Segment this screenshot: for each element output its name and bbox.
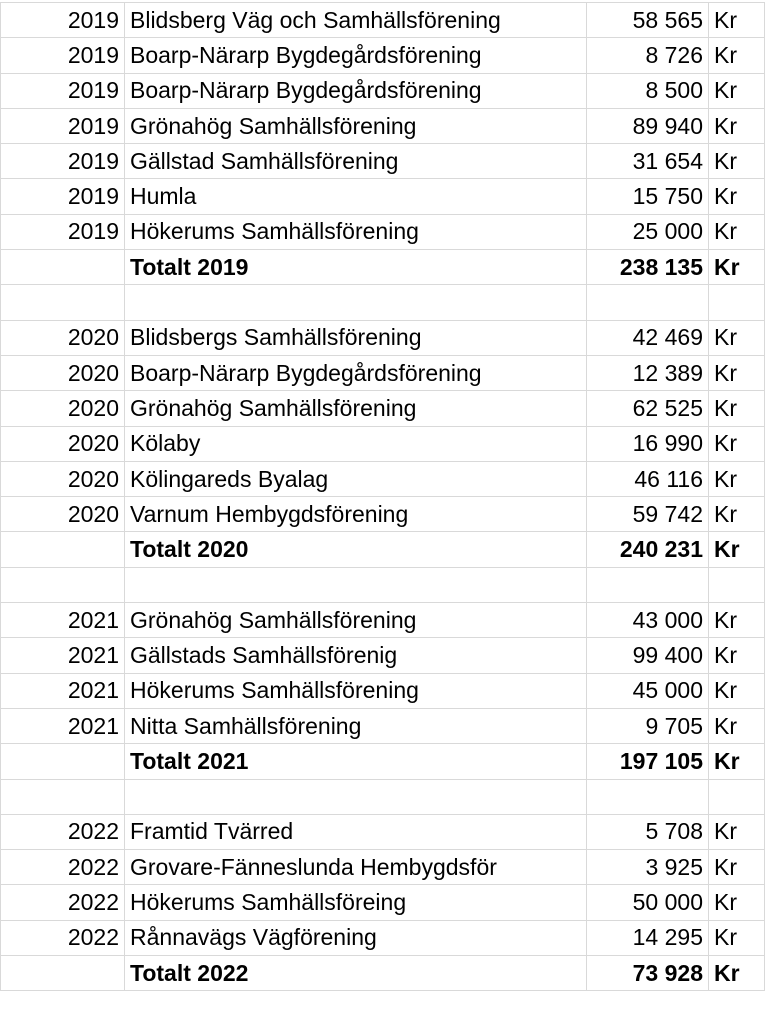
table-row xyxy=(1,391,765,426)
name-cell[interactable]: Blidsberg Väg och Samhällsförening xyxy=(125,3,587,38)
currency-cell[interactable] xyxy=(709,285,765,320)
currency-cell[interactable]: Kr xyxy=(709,214,765,249)
table-row xyxy=(1,638,765,673)
name-cell[interactable]: Grönahög Samhällsförening xyxy=(125,603,587,638)
year-cell[interactable]: 2022 xyxy=(1,885,125,920)
table-row xyxy=(1,426,765,461)
currency-cell[interactable]: Kr xyxy=(709,38,765,73)
name-cell[interactable]: Hökerums Samhällsföreing xyxy=(125,885,587,920)
amount-cell[interactable]: 9 705 xyxy=(587,708,709,743)
name-cell[interactable]: Hökerums Samhällsförening xyxy=(125,673,587,708)
currency-cell[interactable]: Kr xyxy=(709,108,765,143)
year-cell[interactable] xyxy=(1,250,125,285)
total-row xyxy=(1,956,765,991)
blank-row xyxy=(1,285,765,320)
amount-cell[interactable]: 46 116 xyxy=(587,461,709,496)
name-cell[interactable]: Nitta Samhällsförening xyxy=(125,708,587,743)
table-row xyxy=(1,497,765,532)
amount-cell[interactable] xyxy=(587,779,709,814)
amount-cell[interactable] xyxy=(587,285,709,320)
spreadsheet-body xyxy=(1,3,765,991)
year-cell[interactable]: 2019 xyxy=(1,108,125,143)
name-cell[interactable]: Totalt 2021 xyxy=(125,744,587,779)
year-cell[interactable] xyxy=(1,779,125,814)
year-cell[interactable]: 2019 xyxy=(1,214,125,249)
year-cell[interactable] xyxy=(1,567,125,602)
currency-cell[interactable]: Kr xyxy=(709,461,765,496)
currency-cell[interactable]: Kr xyxy=(709,673,765,708)
year-cell[interactable] xyxy=(1,744,125,779)
year-cell[interactable]: 2020 xyxy=(1,461,125,496)
year-cell[interactable]: 2022 xyxy=(1,920,125,955)
currency-cell[interactable]: Kr xyxy=(709,179,765,214)
currency-cell[interactable]: Kr xyxy=(709,708,765,743)
name-cell[interactable]: Grovare-Fänneslunda Hembygdsför xyxy=(125,850,587,885)
total-row xyxy=(1,250,765,285)
name-cell[interactable]: Rånnavägs Vägförening xyxy=(125,920,587,955)
year-cell[interactable]: 2019 xyxy=(1,144,125,179)
currency-cell[interactable]: Kr xyxy=(709,320,765,355)
name-cell[interactable]: Totalt 2022 xyxy=(125,956,587,991)
year-cell[interactable] xyxy=(1,285,125,320)
amount-cell[interactable]: 31 654 xyxy=(587,144,709,179)
amount-cell[interactable]: 8 726 xyxy=(587,38,709,73)
currency-cell[interactable]: Kr xyxy=(709,885,765,920)
year-cell[interactable]: 2019 xyxy=(1,73,125,108)
amount-cell[interactable]: 73 928 xyxy=(587,956,709,991)
table-row xyxy=(1,144,765,179)
amount-cell[interactable] xyxy=(587,567,709,602)
amount-cell[interactable]: 58 565 xyxy=(587,3,709,38)
year-cell[interactable]: 2020 xyxy=(1,320,125,355)
currency-cell[interactable]: Kr xyxy=(709,850,765,885)
year-cell[interactable] xyxy=(1,532,125,567)
table-row xyxy=(1,214,765,249)
name-cell[interactable]: Boarp-Närarp Bygdegårdsförening xyxy=(125,38,587,73)
total-row xyxy=(1,532,765,567)
table-row xyxy=(1,603,765,638)
amount-cell[interactable]: 16 990 xyxy=(587,426,709,461)
table-row xyxy=(1,3,765,38)
name-cell[interactable]: Grönahög Samhällsförening xyxy=(125,391,587,426)
amount-cell[interactable]: 8 500 xyxy=(587,73,709,108)
amount-cell[interactable]: 62 525 xyxy=(587,391,709,426)
name-cell[interactable]: Framtid Tvärred xyxy=(125,814,587,849)
currency-cell[interactable]: Kr xyxy=(709,956,765,991)
amount-cell[interactable]: 240 231 xyxy=(587,532,709,567)
amount-cell[interactable]: 45 000 xyxy=(587,673,709,708)
table-row xyxy=(1,179,765,214)
currency-cell[interactable]: Kr xyxy=(709,497,765,532)
year-cell[interactable]: 2019 xyxy=(1,179,125,214)
year-cell[interactable]: 2021 xyxy=(1,673,125,708)
grants-spreadsheet xyxy=(0,2,765,991)
table-row xyxy=(1,708,765,743)
table-row xyxy=(1,850,765,885)
currency-cell[interactable] xyxy=(709,567,765,602)
currency-cell[interactable]: Kr xyxy=(709,355,765,390)
name-cell[interactable]: Kölaby xyxy=(125,426,587,461)
year-cell[interactable]: 2022 xyxy=(1,850,125,885)
year-cell[interactable]: 2019 xyxy=(1,3,125,38)
year-cell[interactable]: 2019 xyxy=(1,38,125,73)
name-cell[interactable]: Kölingareds Byalag xyxy=(125,461,587,496)
table-row xyxy=(1,461,765,496)
table-row xyxy=(1,320,765,355)
amount-cell[interactable]: 197 105 xyxy=(587,744,709,779)
year-cell[interactable] xyxy=(1,956,125,991)
year-cell[interactable]: 2020 xyxy=(1,426,125,461)
table-row xyxy=(1,920,765,955)
name-cell[interactable] xyxy=(125,779,587,814)
table-row xyxy=(1,814,765,849)
amount-cell[interactable]: 12 389 xyxy=(587,355,709,390)
table-row xyxy=(1,673,765,708)
table-row xyxy=(1,38,765,73)
name-cell[interactable]: Boarp-Närarp Bygdegårdsförening xyxy=(125,73,587,108)
amount-cell[interactable]: 89 940 xyxy=(587,108,709,143)
currency-cell[interactable]: Kr xyxy=(709,814,765,849)
name-cell[interactable]: Gällstad Samhällsförening xyxy=(125,144,587,179)
amount-cell[interactable]: 59 742 xyxy=(587,497,709,532)
name-cell[interactable]: Varnum Hembygdsförening xyxy=(125,497,587,532)
name-cell[interactable]: Totalt 2020 xyxy=(125,532,587,567)
amount-cell[interactable]: 99 400 xyxy=(587,638,709,673)
blank-row xyxy=(1,567,765,602)
amount-cell[interactable]: 42 469 xyxy=(587,320,709,355)
currency-cell[interactable]: Kr xyxy=(709,744,765,779)
currency-cell[interactable] xyxy=(709,779,765,814)
currency-cell[interactable]: Kr xyxy=(709,920,765,955)
amount-cell[interactable]: 50 000 xyxy=(587,885,709,920)
amount-cell[interactable]: 25 000 xyxy=(587,214,709,249)
table-row xyxy=(1,885,765,920)
currency-cell[interactable]: Kr xyxy=(709,73,765,108)
name-cell[interactable] xyxy=(125,285,587,320)
name-cell[interactable]: Boarp-Närarp Bygdegårdsförening xyxy=(125,355,587,390)
year-cell[interactable]: 2020 xyxy=(1,497,125,532)
year-cell[interactable]: 2020 xyxy=(1,391,125,426)
name-cell[interactable]: Totalt 2019 xyxy=(125,250,587,285)
amount-cell[interactable]: 43 000 xyxy=(587,603,709,638)
year-cell[interactable]: 2020 xyxy=(1,355,125,390)
year-cell[interactable]: 2021 xyxy=(1,638,125,673)
amount-cell[interactable]: 3 925 xyxy=(587,850,709,885)
name-cell[interactable] xyxy=(125,567,587,602)
amount-cell[interactable]: 14 295 xyxy=(587,920,709,955)
blank-row xyxy=(1,779,765,814)
name-cell[interactable]: Grönahög Samhällsförening xyxy=(125,108,587,143)
amount-cell[interactable]: 15 750 xyxy=(587,179,709,214)
currency-cell[interactable]: Kr xyxy=(709,250,765,285)
name-cell[interactable]: Gällstads Samhällsförenig xyxy=(125,638,587,673)
year-cell[interactable]: 2021 xyxy=(1,603,125,638)
currency-cell[interactable]: Kr xyxy=(709,426,765,461)
table-row xyxy=(1,108,765,143)
total-row xyxy=(1,744,765,779)
currency-cell[interactable]: Kr xyxy=(709,532,765,567)
amount-cell[interactable]: 5 708 xyxy=(587,814,709,849)
currency-cell[interactable]: Kr xyxy=(709,3,765,38)
name-cell[interactable]: Humla xyxy=(125,179,587,214)
year-cell[interactable]: 2021 xyxy=(1,708,125,743)
currency-cell[interactable]: Kr xyxy=(709,638,765,673)
currency-cell[interactable]: Kr xyxy=(709,391,765,426)
amount-cell[interactable]: 238 135 xyxy=(587,250,709,285)
name-cell[interactable]: Blidsbergs Samhällsförening xyxy=(125,320,587,355)
table-row xyxy=(1,73,765,108)
table-row xyxy=(1,355,765,390)
year-cell[interactable]: 2022 xyxy=(1,814,125,849)
name-cell[interactable]: Hökerums Samhällsförening xyxy=(125,214,587,249)
currency-cell[interactable]: Kr xyxy=(709,603,765,638)
currency-cell[interactable]: Kr xyxy=(709,144,765,179)
